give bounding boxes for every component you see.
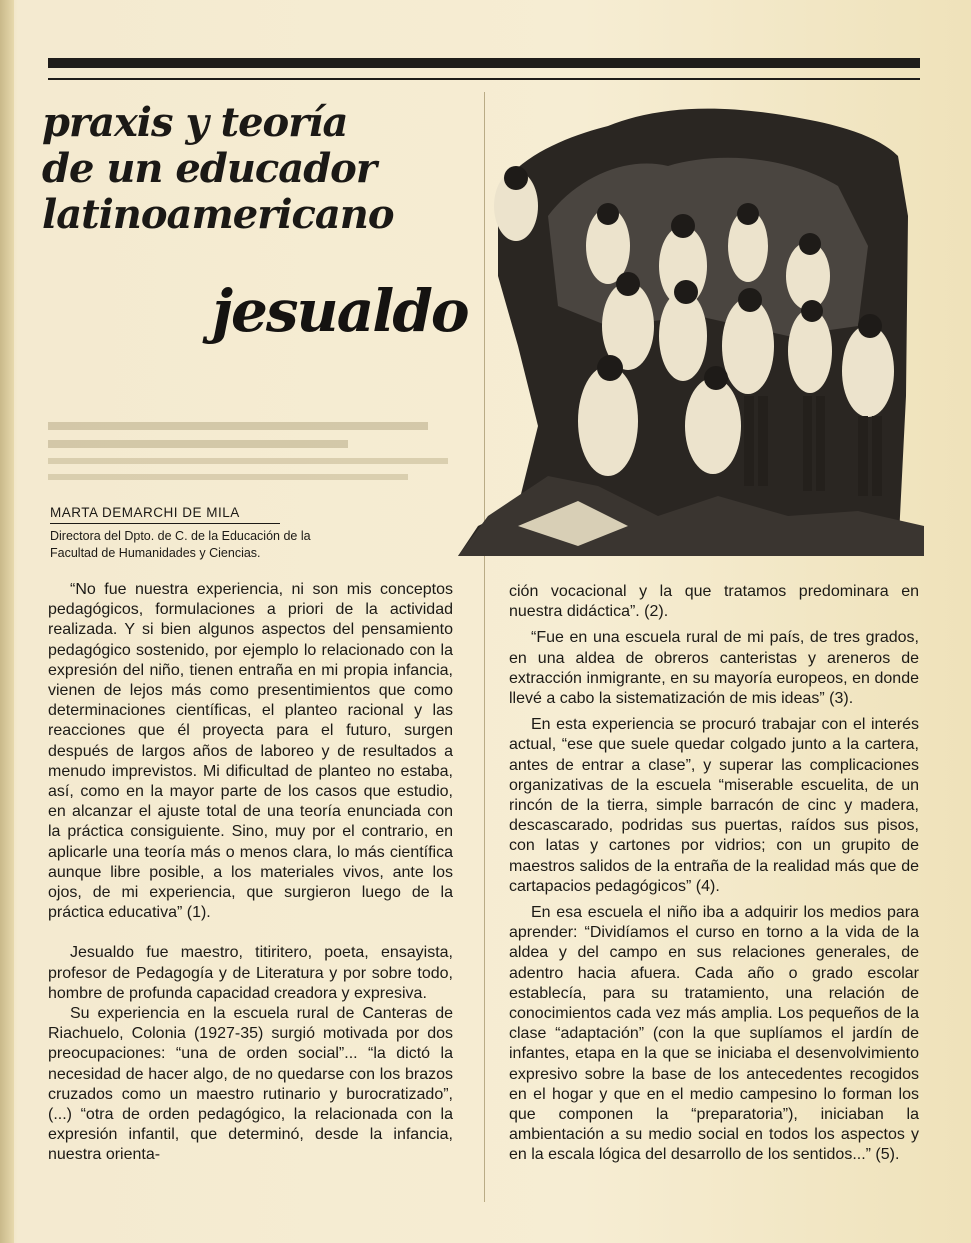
left-paragraph-2: Jesualdo fue maestro, titiritero, poeta, ensayista, profesor de Pedagogía y de Literatura y por sobre todo, hombre de profunda capacidad creadora y expresiva. xyxy=(48,944,453,1002)
left-paragraph-3: Su experiencia en la escuela rural de Canteras de Riachuelo, Colonia (1927-35) surgió motivada por dos preocupaciones: “una de orden social”... “la dictó la necesidad de hacer algo, de no quedarse con los brazos cruzados como un maestro rutinario y burocratizado”, (...) “otra de orden pedagógico, la relacionada con la expresión infantil, que determinó, desde la infancia, nuestra orienta- xyxy=(48,1005,453,1164)
page-spine-shadow xyxy=(0,0,14,1243)
paragraph-gap xyxy=(48,923,453,943)
bleed-through-texture xyxy=(48,418,460,492)
right-paragraph-4: En esa escuela el niño iba a adquirir los medios para aprender: “Dividíamos el curso en torno a la vida de la aldea y del campo en sus relaciones generales, de adentro hacia afuera. Cada año o grado escolar establecía, para su tratamiento, una relación de conocimientos cada vez más amplia. Los pequeños de la clase “adaptación” (con la que suplíamos el jardín de infantes, etapa en la que se iniciaba el desenvolvimiento expresivo sobre la base de los antecedentes recogidos en el hogar y que en el medio campesino lo forman los que componen la “preparatoria”), iniciaban la ambientación a su medio social en todos los aspectos y en la escala lógica del desarrollo de los sentidos...” (5). xyxy=(509,904,919,1164)
left-paragraph-1: “No fue nuestra experiencia, ni son mis conceptos pedagógicos, formulaciones a priori de la actividad realizada. Y si bien algunos aspectos del pensamiento pedagógico sostenido, por ejemplo lo relacionado con la expresión del niño, tienen entraña en mi propia infancia, vienen de lejos más como presentimientos que como determinaciones científicas, el planteo racional y las reacciones que él proyecta para el futuro, surgen después de largos años de laboreo y de resultados a menudo imprevistos. Mi dificultad de planteo no estaba, así, como en la mayor parte de los casos que estudio, en alcanzar el ajuste total de una teoría enunciada con la práctica consiguiente. Sino, muy por el contrario, en aplicarle una teoría más o menos clara, lo más científica aunque libre posible, a los materiales vivos, ante los ojos, de mi experiencia, que surgieron luego de la práctica educativa” (1). xyxy=(48,581,453,922)
right-paragraph-2: “Fue en una escuela rural de mi país, de tres grados, en una aldea de obreros canteristas y areneros de extracción inmigrante, en su mayoría europeos, en donde llevé a cabo la sistematización de mis ideas” (3). xyxy=(509,629,919,708)
group-photo xyxy=(458,96,924,556)
article-title xyxy=(42,100,472,238)
author-affiliation-line-1: Directora del Dpto. de C. de la Educación de la xyxy=(50,529,311,543)
right-paragraph-1: ción vocacional y la que tratamos predominara en nuestra didáctica”. (2). xyxy=(509,583,919,621)
title-line-1: praxis y teoría xyxy=(42,99,348,146)
author-affiliation-line-2: Facultad de Humanidades y Ciencias. xyxy=(50,546,261,560)
title-line-3: latinoamericano xyxy=(42,191,394,238)
author-underline xyxy=(50,523,280,524)
right-paragraph-3: En esta experiencia se procuró trabajar con el interés actual, “ese que suele quedar colgado junto a la cartera, antes de entrar a clase”, y superar las complicaciones organizativas de la escuela “miserable escuelita, de un rincón de la tierra, simple barracón de cinc y madera, descascarado, podridas sus puertas, raídos sus pisos, con latas y cartones por vidrios; con un grupito de maestros salidos de la entraña de la realidad más que de cartapacios pedagógicos” (4). xyxy=(509,716,919,895)
right-text-column xyxy=(509,582,919,1166)
left-text-column xyxy=(48,580,453,1166)
title-line-2: de un educador xyxy=(42,145,376,192)
author-name: MARTA DEMARCHI DE MILA xyxy=(50,505,240,520)
author-block xyxy=(50,505,430,562)
header-rule-thin xyxy=(48,78,920,80)
header-rule-thick xyxy=(48,58,920,68)
article-subject-name: jesualdo xyxy=(212,277,468,345)
